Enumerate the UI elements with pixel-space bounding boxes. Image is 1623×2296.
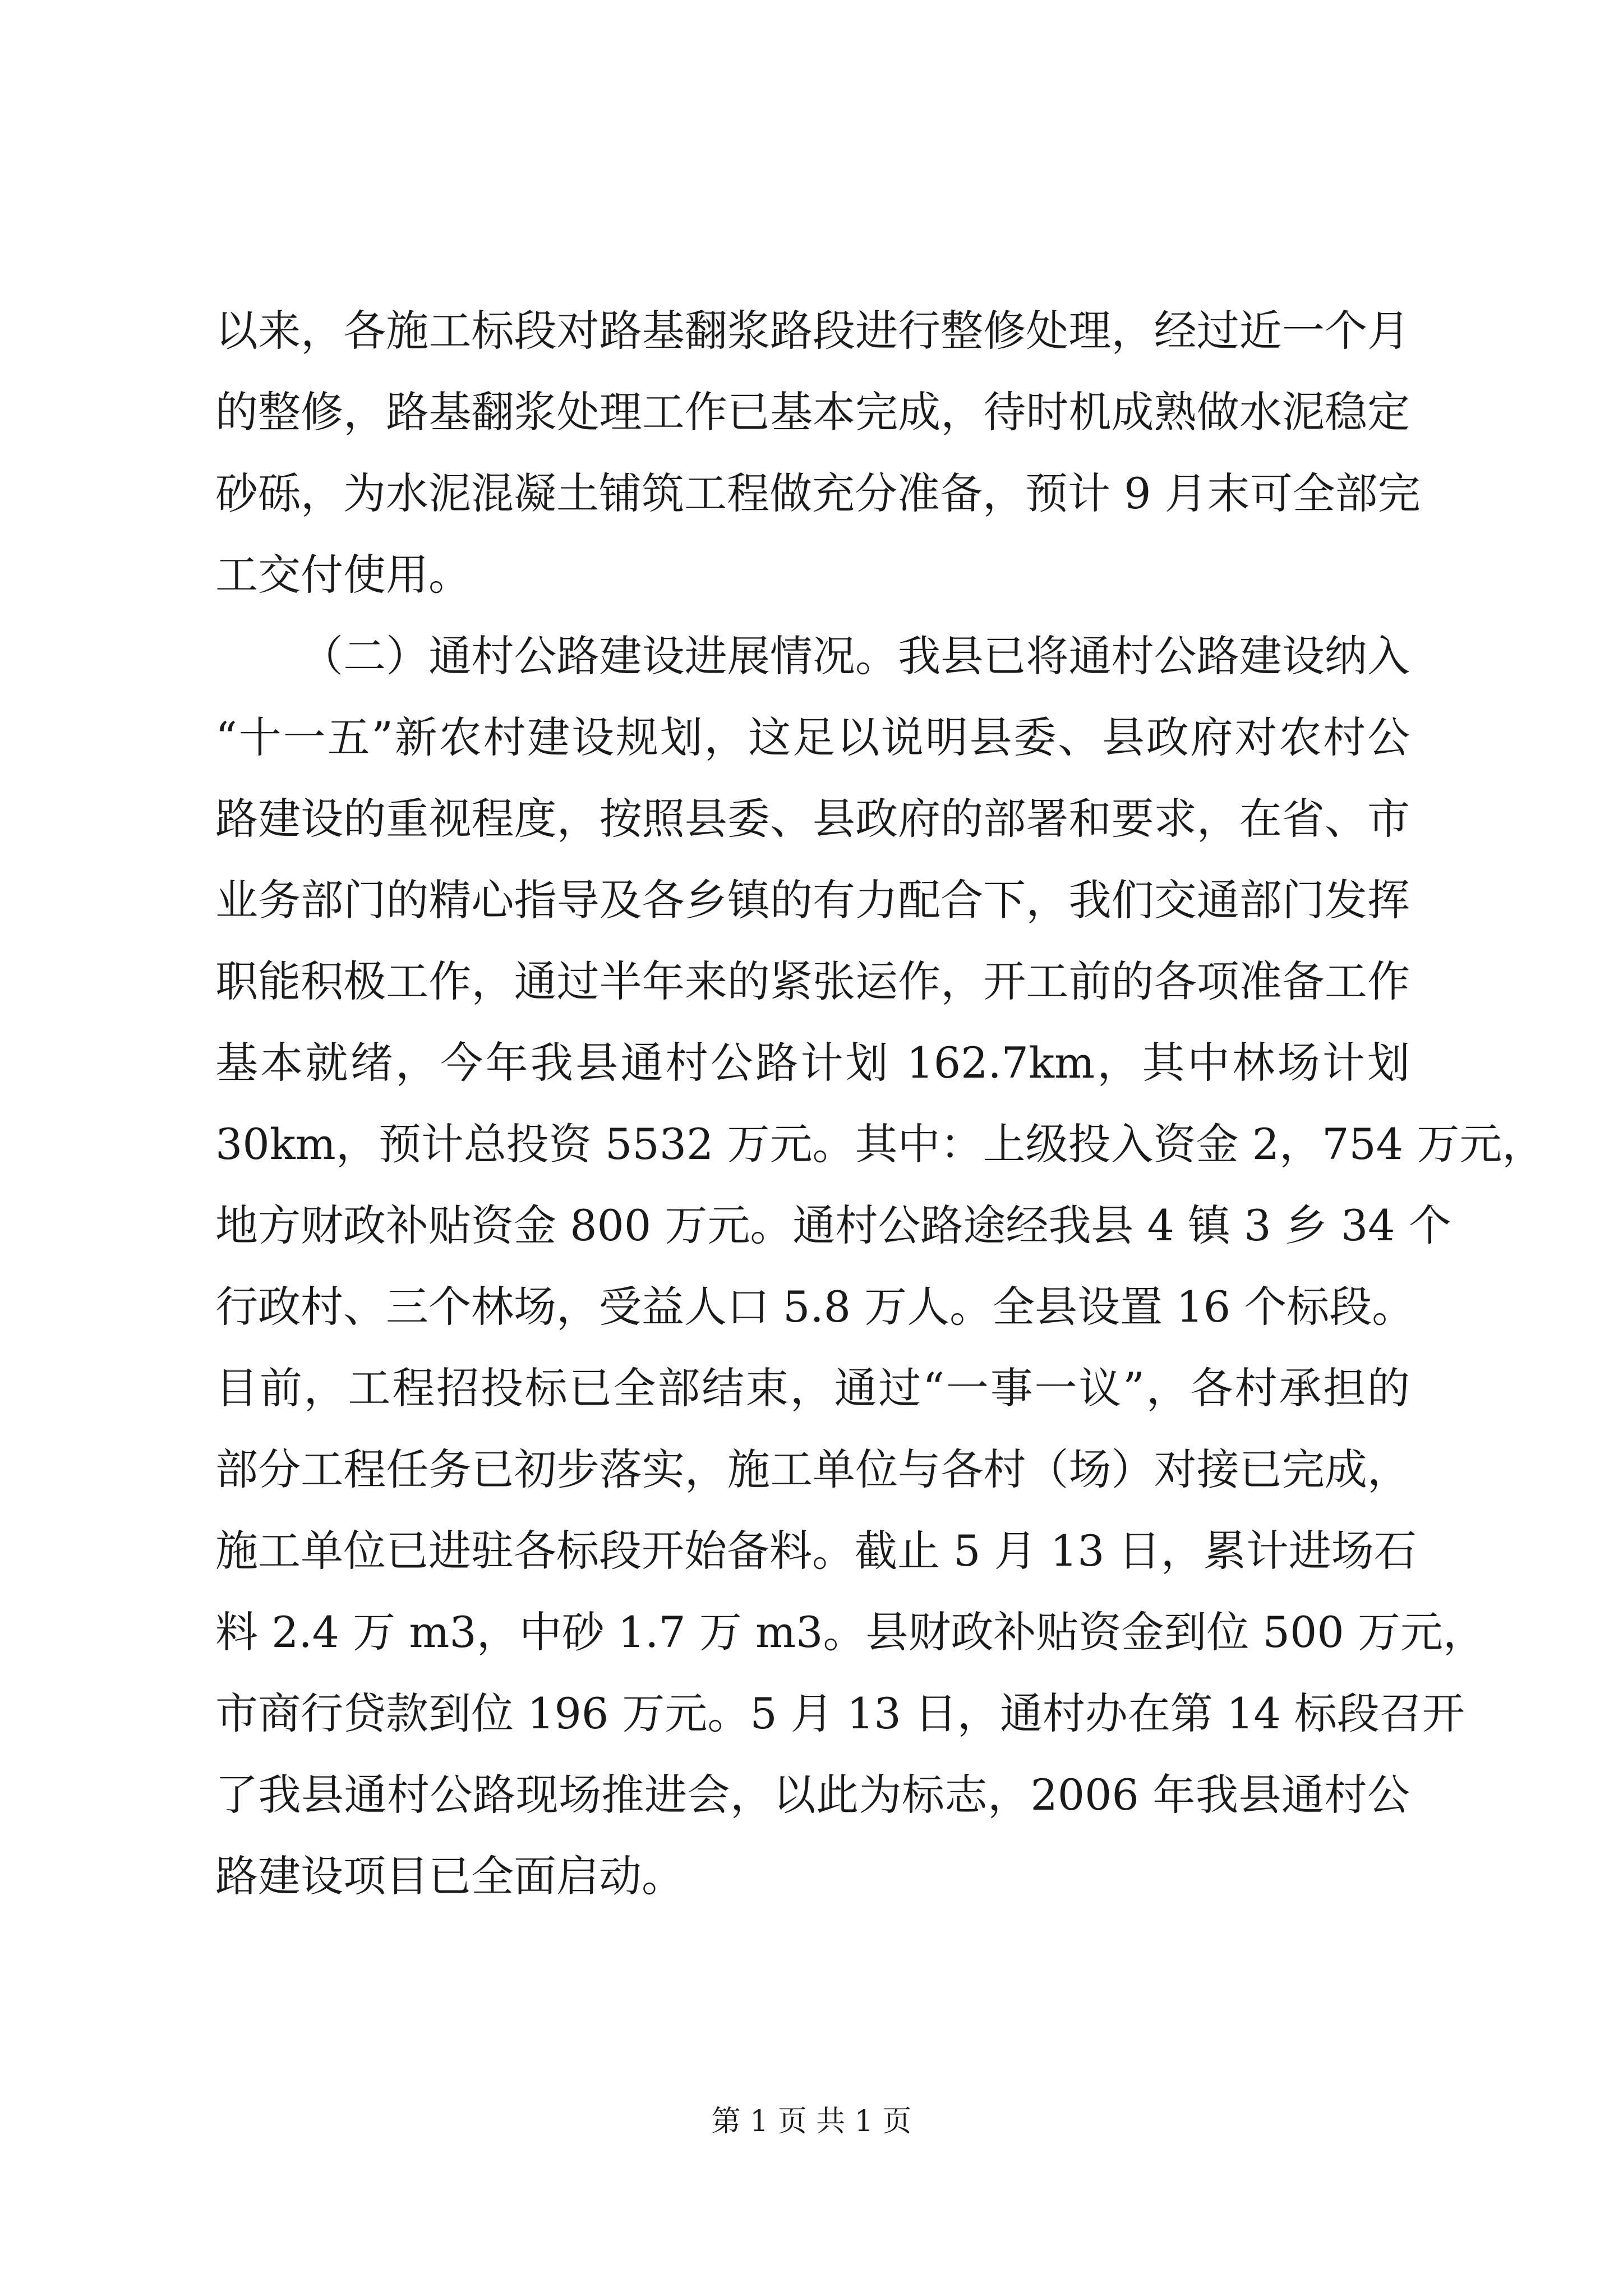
text-line: 基本就绪，今年我县通村公路计划 162.7km，其中林场计划 — [215, 1038, 1410, 1088]
text-line: 业务部门的精心指导及各乡镇的有力配合下，我们交通部门发挥 — [215, 875, 1410, 925]
text-line: 行政村、三个林场，受益人口 5.8 万人。全县设置 16 个标段。 — [215, 1282, 1415, 1332]
text-line: 以来，各施工标段对路基翻浆路段进行整修处理，经过近一个月 — [215, 306, 1410, 356]
text-line: 目前，工程招投标已全部结束，通过“一事一议”，各村承担的 — [215, 1363, 1410, 1413]
text-line: 施工单位已进驻各标段开始备料。截止 5 月 13 日，累计进场石 — [215, 1526, 1417, 1576]
text-line: 工交付使用。 — [215, 550, 471, 600]
text-line: 市商行贷款到位 196 万元。5 月 13 日，通村办在第 14 标段召开 — [215, 1688, 1465, 1738]
text-line: 职能积极工作，通过半年来的紧张运作，开工前的各项准备工作 — [215, 956, 1410, 1006]
text-line: 30km，预计总投资 5532 万元。其中：上级投入资金 2，754 万元， — [215, 1119, 1545, 1169]
text-line: “十一五”新农村建设规划，这足以说明县委、县政府对农村公 — [215, 712, 1410, 762]
text-line: 部分工程任务已初步落实，施工单位与各村（场）对接已完成， — [215, 1444, 1410, 1494]
text-line: 路建设项目已全面启动。 — [215, 1851, 684, 1901]
paragraph-first-line: （二）通村公路建设进展情况。我县已将通村公路建设纳入 — [301, 631, 1410, 681]
text-line: 了我县通村公路现场推进会，以此为标志，2006 年我县通村公 — [215, 1770, 1410, 1820]
text-line: 的整修，路基翻浆处理工作已基本完成，待时机成熟做水泥稳定 — [215, 387, 1410, 437]
page-number-footer: 第 1 页 共 1 页 — [711, 2105, 912, 2138]
text-line: 砂砾，为水泥混凝土铺筑工程做充分准备，预计 9 月末可全部完 — [215, 468, 1421, 518]
text-line: 路建设的重视程度，按照县委、县政府的部署和要求，在省、市 — [215, 794, 1410, 844]
text-line: 料 2.4 万 m3，中砂 1.7 万 m3。县财政补贴资金到位 500 万元， — [215, 1607, 1486, 1657]
text-line: 地方财政补贴资金 800 万元。通村公路途经我县 4 镇 3 乡 34 个 — [215, 1200, 1451, 1250]
